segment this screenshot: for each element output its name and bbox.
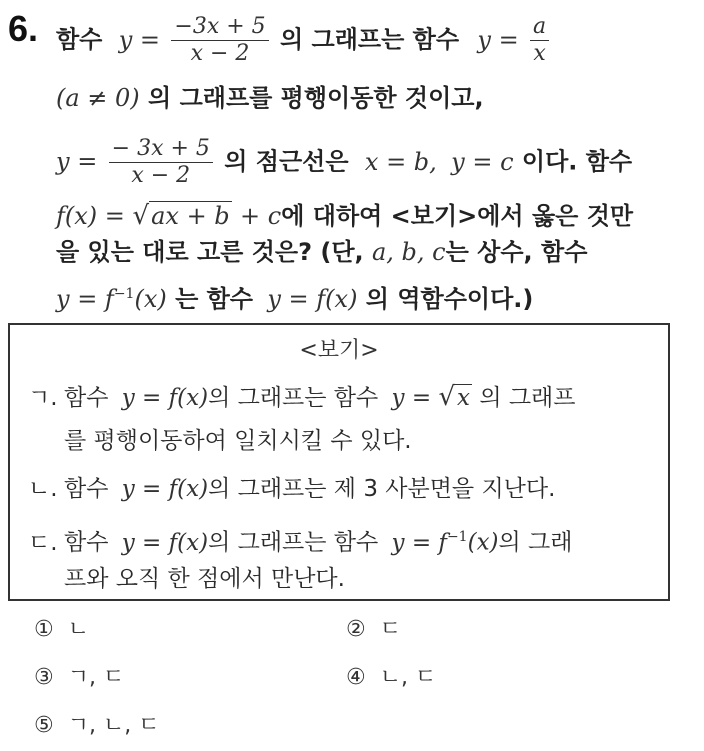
text: 함수 [64, 529, 109, 556]
math-y-eq: y = [391, 385, 439, 411]
fraction-rational [171, 14, 268, 67]
text: 는 상수, 함수 [445, 238, 588, 266]
text: 을 있는 대로 고른 것은? (단, [56, 238, 364, 266]
choice-number: ⑤ [34, 713, 54, 738]
sqrt-symbol: √ [132, 201, 150, 231]
text: 이다. 함수 [521, 147, 633, 176]
text: 의 그래프는 함수 [208, 529, 379, 556]
text: 에 대하여 <보기>에서 옳은 것만 [281, 202, 634, 230]
text: 를 평행이동하여 일치시킬 수 있다. [64, 428, 412, 454]
choice-number: ④ [346, 665, 366, 690]
choice-2[interactable] [346, 612, 401, 643]
text: 의 역함수이다.) [365, 285, 534, 313]
choice-text: ㄱ, ㄷ [67, 665, 125, 690]
question-line-2 [56, 82, 484, 114]
math-asymptote-x: x = b, [364, 147, 437, 176]
text: 의 그래프를 평행이동한 것이고, [148, 84, 484, 112]
choice-4[interactable] [346, 660, 436, 691]
item-label: ㄴ. [28, 476, 58, 502]
fraction-numerator: − 3x + 5 [109, 136, 213, 163]
text: 프와 오직 한 점에서 만난다. [64, 566, 345, 592]
math-arg: (x) [467, 529, 499, 556]
math-arg: (x) [134, 285, 167, 313]
fraction-denominator: x [533, 41, 546, 66]
choice-text: ㄷ [379, 617, 401, 642]
text: 는 함수 [175, 285, 253, 313]
choice-number: ① [34, 617, 54, 642]
math-y-eq: y = [477, 25, 519, 54]
text: 의 그래프 [479, 385, 576, 411]
math-fx: y = f(x) [121, 385, 209, 411]
text: 의 그래프는 함수 [208, 385, 379, 411]
choice-1[interactable] [34, 612, 89, 643]
math-y-eq: y = [56, 147, 98, 176]
math-inverse: y = f [391, 529, 447, 556]
text: 함수 [56, 25, 103, 54]
text: 함수 [64, 476, 109, 502]
choice-number: ③ [34, 665, 54, 690]
bogi-item-1 [28, 381, 576, 414]
math-condition: (a ≠ 0) [56, 84, 140, 112]
math-constants: a, b, c [371, 238, 446, 266]
question-line-6 [56, 278, 533, 315]
item-label: ㄱ. [28, 385, 58, 411]
math-radicand: ax + b [151, 202, 230, 230]
math-f-def: f(x) = [56, 202, 133, 230]
math-radicand: x [457, 385, 470, 411]
question-line-1 [56, 14, 552, 67]
fraction-rational [109, 136, 213, 189]
choice-3[interactable] [34, 660, 124, 691]
math-fx: y = f(x) [267, 285, 358, 313]
text: 의 그래프는 함수 [280, 25, 460, 54]
sqrt-symbol: √ [438, 382, 456, 412]
math-fx: y = f(x) [121, 529, 209, 556]
question-line-5 [56, 236, 587, 268]
math-plus-c: + c [240, 202, 282, 230]
text: 의 그래프는 제 3 사분면을 지난다. [208, 476, 556, 502]
math-y-eq: y = [118, 25, 161, 54]
text: 의 그래 [498, 529, 573, 556]
math-inverse: y = f [56, 285, 114, 313]
fraction-denominator: x − 2 [131, 163, 191, 188]
item-label: ㄷ. [28, 529, 58, 556]
math-superscript: −1 [446, 529, 468, 545]
question-line-4 [56, 200, 633, 232]
choice-number: ② [346, 617, 366, 642]
bogi-title: <보기> [299, 338, 379, 363]
choice-text: ㄴ [67, 617, 89, 642]
text: 의 점근선은 [224, 147, 349, 176]
fraction-a-over-x [530, 14, 549, 67]
question-number: 6. [8, 8, 39, 49]
choice-5[interactable] [34, 708, 159, 739]
math-asymptote-y: y = c [451, 147, 514, 176]
bogi-item-3-cont [64, 563, 345, 595]
text: 함수 [64, 385, 109, 411]
bogi-box [8, 323, 670, 601]
question-line-3 [56, 136, 632, 189]
bogi-item-2 [28, 473, 555, 505]
fraction-numerator: a [530, 14, 549, 41]
fraction-numerator: −3x + 5 [171, 14, 268, 41]
math-superscript: −1 [113, 286, 135, 302]
fraction-denominator: x − 2 [190, 41, 250, 66]
bogi-item-1-cont [64, 425, 412, 457]
choice-text: ㄴ, ㄷ [379, 665, 437, 690]
bogi-item-3 [28, 521, 572, 559]
choice-text: ㄱ, ㄴ, ㄷ [67, 713, 160, 738]
math-fx: y = f(x) [121, 476, 209, 502]
